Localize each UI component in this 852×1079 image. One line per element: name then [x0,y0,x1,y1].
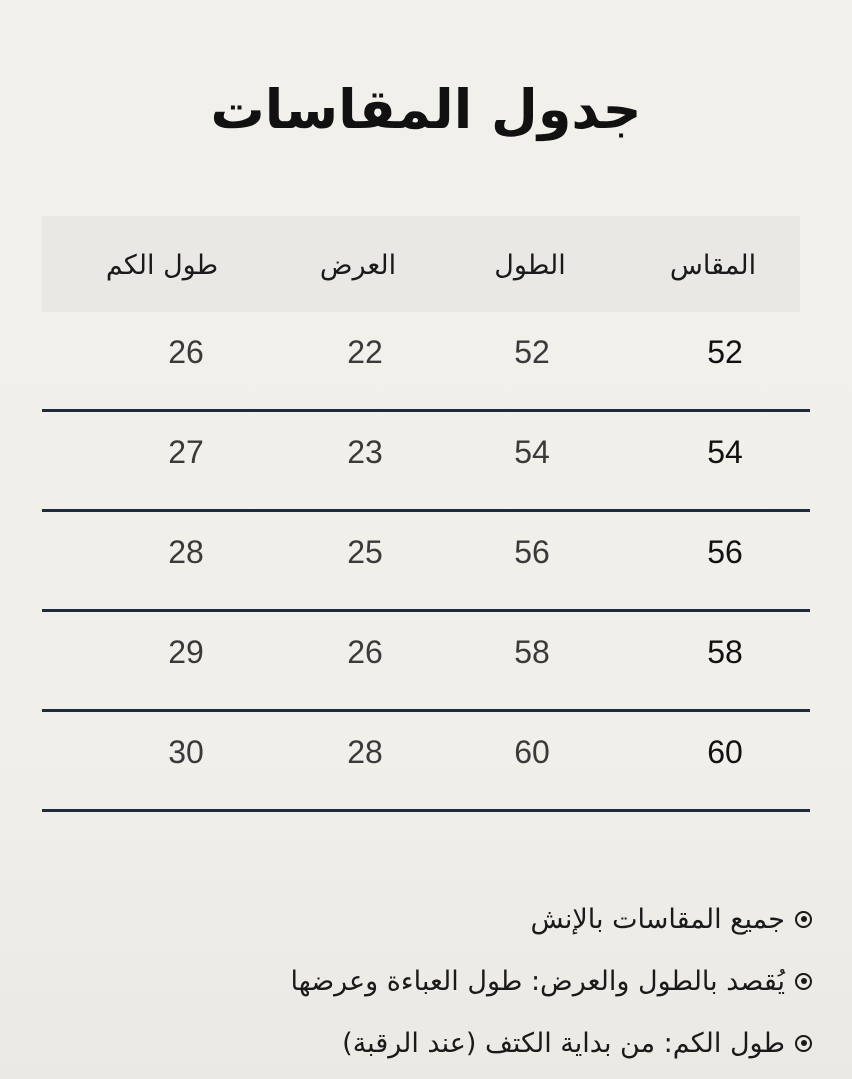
note-text: طول الكم: من بداية الكتف (عند الرقبة) [342,1027,785,1059]
cell-length: 56 [514,534,550,570]
notes-list [112,888,812,1074]
column-header-length: الطول [494,250,566,281]
cell-size: 56 [707,534,743,570]
note-text: جميع المقاسات بالإنش [530,903,785,935]
cell-sleeve: 28 [168,534,204,570]
column-header-sleeve: طول الكم [105,250,219,281]
cell-sleeve: 26 [168,334,204,370]
note-item [112,1012,812,1074]
cell-width: 28 [347,734,383,770]
table-row [42,612,810,712]
cell-length: 54 [514,434,550,470]
row-divider [42,809,810,812]
note-item [112,888,812,950]
cell-sleeve: 30 [168,734,204,770]
cell-width: 23 [347,434,383,470]
page-title: جدول المقاسات [210,78,642,141]
circle-dot-icon [795,1035,812,1052]
cell-size: 52 [707,334,743,370]
cell-length: 58 [514,634,550,670]
cell-width: 25 [347,534,383,570]
column-header-size: المقاس [669,250,757,281]
cell-size: 54 [707,434,743,470]
note-item [112,950,812,1012]
cell-size: 60 [707,734,743,770]
cell-width: 22 [347,334,383,370]
circle-dot-icon [795,973,812,990]
table-row [42,312,810,412]
table-row [42,412,810,512]
cell-sleeve: 27 [168,434,204,470]
note-text: يُقصد بالطول والعرض: طول العباءة وعرضها [290,965,785,997]
cell-size: 58 [707,634,743,670]
cell-sleeve: 29 [168,634,204,670]
column-header-width: العرض [319,250,397,281]
cell-length: 52 [514,334,550,370]
cell-length: 60 [514,734,550,770]
cell-width: 26 [347,634,383,670]
table-row [42,712,810,812]
table-row [42,512,810,612]
circle-dot-icon [795,911,812,928]
